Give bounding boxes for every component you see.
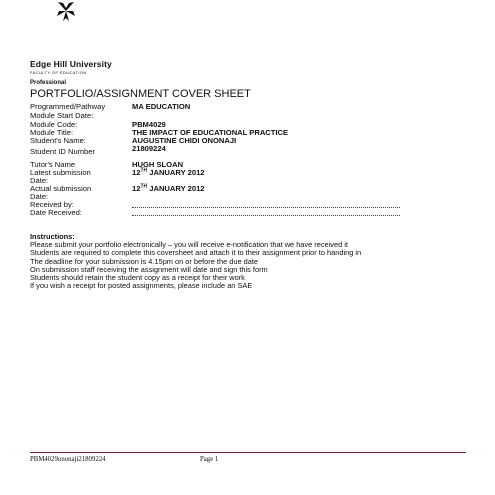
footer-doc-ref: PBM4029ononaji21809224 xyxy=(30,456,106,463)
field-label: Student's Name: xyxy=(30,136,86,145)
field-value: AUGUSTINE CHIDI ONONAJI xyxy=(132,136,237,145)
field-label: Date: xyxy=(30,176,49,185)
field-label: Date: xyxy=(30,192,49,201)
field-label: Module Title: xyxy=(30,128,74,137)
programme-type: Professional xyxy=(30,80,67,86)
faculty-name: FACULTY OF EDUCATION xyxy=(30,70,87,75)
date-day: 12 xyxy=(132,168,141,177)
instruction-line: The deadline for your submission is 4.15pm on or before the due date xyxy=(30,256,259,266)
instruction-line: On submission staff receiving the assignment will date and sign this form xyxy=(30,264,268,274)
date-suffix: TH xyxy=(140,183,148,190)
instruction-line: Students should retain the student copy as a receipt for their work xyxy=(30,273,245,283)
field-label: Student ID Number xyxy=(30,147,95,156)
instruction-line: Students are required to complete this coversheet and attach it to their assignment prior to handing in xyxy=(30,248,362,258)
field-label: Latest submission xyxy=(30,168,91,177)
footer-divider xyxy=(30,452,466,453)
field-label: Module Code: xyxy=(30,120,78,129)
date-rest: JANUARY 2012 xyxy=(147,168,205,177)
date-day: 12 xyxy=(132,184,141,193)
field-label: Date Received: xyxy=(30,208,82,217)
instructions-heading: Instructions: xyxy=(30,232,75,241)
received-by-line[interactable] xyxy=(132,207,400,208)
field-label: Module Start Date: xyxy=(30,111,94,120)
footer-page-number: Page 1 xyxy=(200,456,219,463)
field-value: MA EDUCATION xyxy=(132,102,191,111)
field-value xyxy=(132,185,205,193)
date-rest: JANUARY 2012 xyxy=(147,184,205,193)
field-value: 21809224 xyxy=(132,144,166,153)
date-suffix: TH xyxy=(140,167,148,174)
instructions-block xyxy=(30,233,470,290)
field-label: Tutor's Name xyxy=(30,160,76,169)
field-label: Received by: xyxy=(30,200,74,209)
university-name: Edge Hill University xyxy=(30,59,112,69)
field-label: Actual submission xyxy=(30,184,92,193)
field-value: THE IMPACT OF EDUCATIONAL PRACTICE xyxy=(132,128,289,137)
date-received-line[interactable] xyxy=(132,215,400,216)
field-value xyxy=(132,169,205,177)
field-label: Programmed/Pathway xyxy=(30,102,106,111)
document-title: PORTFOLIO/ASSIGNMENT COVER SHEET xyxy=(30,88,251,100)
instruction-line: Please submit your portfolio electronically – you will receive e-notification that we have received it xyxy=(30,240,348,250)
field-value: HUGH SLOAN xyxy=(132,160,184,169)
field-value: PBM4029 xyxy=(132,120,166,129)
instruction-line: If you wish a receipt for posted assignments, please include an SAE xyxy=(30,281,253,291)
starburst-logo-icon xyxy=(54,0,78,22)
